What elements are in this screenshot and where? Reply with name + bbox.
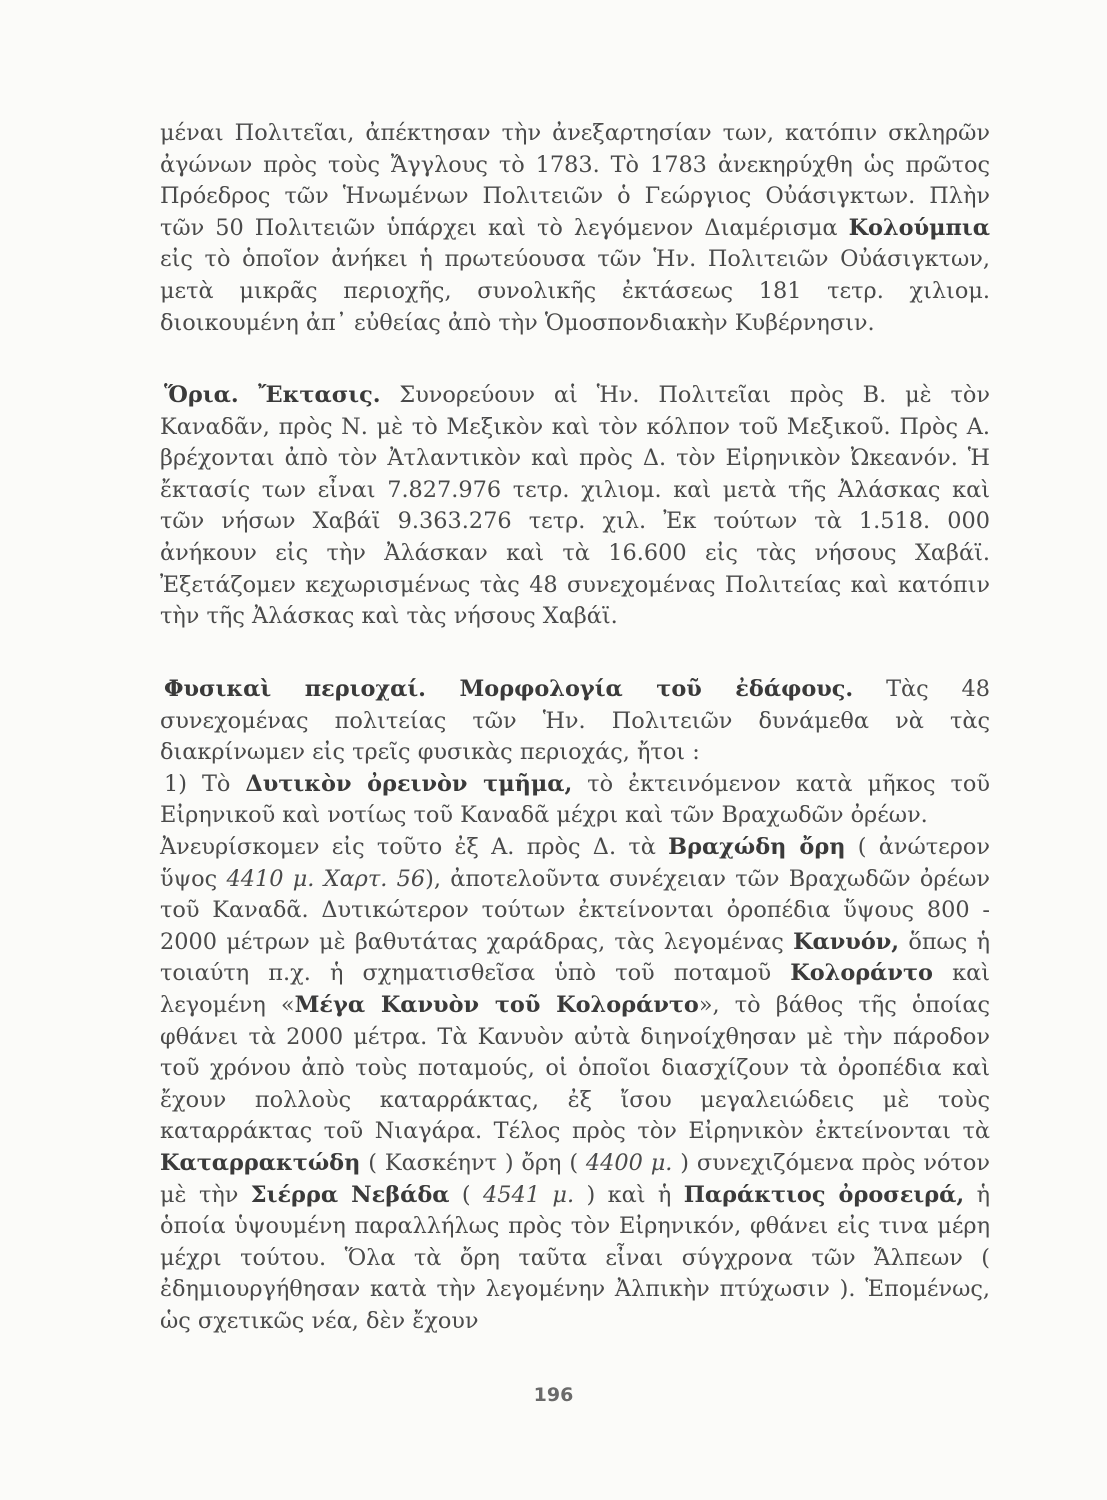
paragraph-columbia [160,118,990,339]
text-span: Ἀνευρίσκομεν εἰς τοῦτο ἐξ Α. πρὸς Δ. τὰ [160,833,656,860]
paragraph-western-mountains [160,832,990,1338]
bold-term: Σιέρρα Νεβάδα [250,1181,450,1208]
bold-term: Κανυόν, [793,928,900,955]
bold-term: Βραχώδη ὄρη [668,833,846,860]
section-heading: Ὅρια. Ἔκτασις. [164,382,381,408]
text-span: ), ἀποτελοῦντα συνέχειαν τῶν Βραχωδῶν ὀρέων τοῦ Καναδᾶ. Δυτικώτερον τούτων ἐκτείνονται ὀροπέδια ὕψους 800 - 2000 μέτρων μὲ βαθυτάτας χαράδρας, τὰς λεγομένας [160,865,990,955]
text-span: », τὸ βάθος τῆς ὁποίας φθάνει τὰ 2000 μέτρα. Τὰ Κανυὸν αὐτὰ διηνοίχθησαν μὲ τὴν πάροδον τοῦ χρόνου ἀπὸ τοὺς ποταμούς, οἱ ὁποῖοι διασχίζουν τὰ ὀροπέδια καὶ ἔχουν πολλοὺς καταρράκτας, ἐξ ἴσου μεγαλειώδεις μὲ τοὺς καταρράκτας τοῦ Νιαγάρα. Τέλος πρὸς τὸν Εἰρηνικὸν ἐκτείνονται τὰ [160,991,990,1145]
text-span: μέναι Πολιτεῖαι, ἀπέκτησαν τὴν ἀνεξαρτησίαν των, κατόπιν σκληρῶν ἀγώνων πρὸς τοὺς Ἄγγλους τὸ 1783. Τὸ 1783 ἀνεκηρύχθη ὡς πρῶτος Πρόεδρος τῶν Ἡνωμένων Πολιτειῶν ὁ Γεώργιος Οὐάσιγκτων. Πλὴν τῶν 50 Πολιτειῶν ὑπάρχει καὶ τὸ λεγόμενον Διαμέρισμα [160,120,990,241]
bold-term: Δυτικὸν ὀρεινὸν τμῆμα, [245,770,573,797]
text-span: ( ἀνώτερον ὕψος [160,833,990,892]
bold-term: Καταρρακτώδη [160,1149,361,1176]
text-span: ( Κασκέηντ ) ὄρη ( [368,1149,579,1176]
italic-term: 4541 μ. [483,1181,575,1208]
text-span: εἰς τὸ ὁποῖον ἀνήκει ἡ πρωτεύουσα τῶν Ἡν. Πολιτειῶν Οὐάσιγκτων, μετὰ μικρᾶς περιοχῆς, συνολικῆς ἐκτάσεως 181 τετρ. χιλιομ. διοικουμένη ἀπ᾽ εὐθείας ἀπὸ τὴν Ὁμοσπονδιακὴν Κυβέρνησιν. [160,246,990,336]
text-span: ( [461,1181,471,1208]
paragraph-physical-regions [160,674,990,1337]
italic-term: 4400 μ. [585,1149,673,1176]
section-heading: Φυσικαὶ περιοχαί. Μορφολογία τοῦ ἐδάφους. [164,676,854,702]
bold-term: Κολοράντο [790,960,933,987]
text-span: Τὰς 48 συνεχομένας πολιτείας τῶν Ἡν. Πολιτειῶν δυνάμεθα νὰ τὰς διακρίνωμεν εἰς τρεῖς φυσικὰς περιοχάς, ἤτοι : [160,676,990,766]
bold-term: Κολούμπια [848,214,990,241]
text-span: 1) Τὸ [164,770,231,797]
text-span: ) συνεχιζόμενα πρὸς νότον μὲ τὴν [160,1149,991,1208]
text-span: ἡ ὁποία ὑψουμένη παραλλήλως πρὸς τὸν Εἰρηνικόν, φθάνει εἰς τινα μέρη μέχρι τούτου. Ὅλα τὰ ὄρη ταῦτα εἶναι σύγχρονα τῶν Ἄλπεων ( ἐδημιουργήθησαν κατὰ τὴν λεγομένην Ἀλπικὴν πτύχωσιν ). Ἑπομένως, ὡς σχετικῶς νέα, δὲν ἔχουν [160,1181,991,1334]
text-span: καὶ λεγομένη « [160,960,990,1018]
italic-term: 4410 μ. Χαρτ. 56 [226,865,426,892]
text-span: Συνορεύουν αἱ Ἡν. Πολιτεῖαι πρὸς Β. μὲ τὸν Καναδᾶν, πρὸς Ν. μὲ τὸ Μεξικὸν καὶ τὸν κόλπον τοῦ Μεξικοῦ. Πρὸς Α. βρέχονται ἀπὸ τὸν Ἀτλαντικὸν καὶ πρὸς Δ. τὸν Εἰρηνικὸν Ὠκεανόν. Ἡ ἔκτασίς των εἶναι 7.827.976 τετρ. χιλιομ. καὶ μετὰ τῆς Ἀλάσκας καὶ τῶν νήσων Χαβάϊ 9.363.276 τετρ. χιλ. Ἐκ τούτων τὰ 1.518. 000 ἀνήκουν εἰς τὴν Ἀλάσκαν καὶ τὰ 16.600 εἰς τὰς νήσους Χαβάϊ. Ἐξετάζομεν κεχωρισμένως τὰς 48 συνεχομένας Πολιτείας καὶ κατόπιν τὴν τῆς Ἀλάσκας καὶ τὰς νήσους Χαβάϊ. [160,382,990,630]
text-span: ὅπως ἡ τοιαύτη π.χ. ἡ σχηματισθεῖσα ὑπὸ τοῦ ποταμοῦ [160,928,990,987]
paragraph-borders-area [160,380,990,633]
bold-term: Παράκτιος ὀροσειρά, [683,1181,965,1208]
text-span: ) καὶ ἡ [586,1181,672,1208]
text-span: τὸ ἐκτεινόμενον κατὰ μῆκος τοῦ Εἰρηνικοῦ καὶ νοτίως τοῦ Καναδᾶ μέχρι καὶ τῶν Βραχωδῶν ὀρέων. [160,770,990,829]
list-item [160,769,990,832]
page-number: 196 [533,1384,574,1406]
bold-term: Μέγα Κανυὸν τοῦ Κολοράντο [294,991,699,1018]
